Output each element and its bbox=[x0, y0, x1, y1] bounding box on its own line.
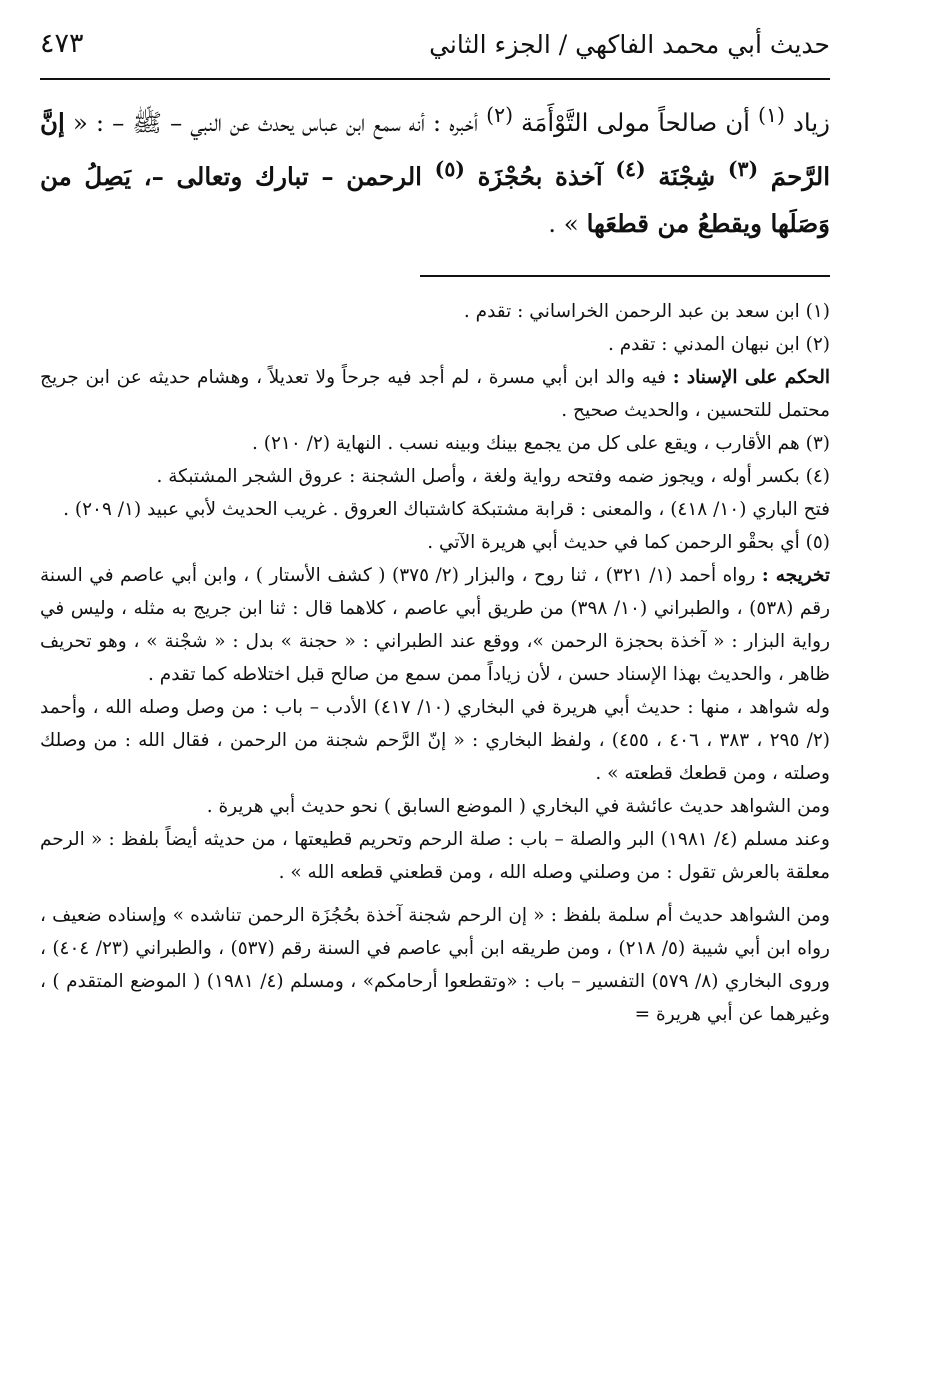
footnote-number: (١) bbox=[805, 301, 830, 323]
takhrij-text: رواه أحمد (١/ ٣٢١) ، ثنا روح ، والبزار (٢/ ٣٧٥) ( كشف الأستار ) ، وابن أبي عاصم في السنة رقم (٥٣٨) ، والطبراني (١٠/ ٣٩٨) من طريق أبي عاصم ، كلاهما قال : ثنا ابن جريج به مثله ، وليس في رواية البزار : « آخذة بحجزة الرحمن »، ووقع عند الطبراني : « حجنة » بدل : « شجْنة » ، وهو تحريف ظاهر ، والحديث بهذا الإسناد حسن ، لأن زياداً ممن سمع من صالح قبل اختلاطه كما تقدم . bbox=[40, 565, 830, 686]
hadith-part: زياد bbox=[784, 108, 830, 138]
footnote-number: (٥) bbox=[805, 532, 830, 554]
paragraph-gap bbox=[40, 889, 830, 899]
footnotes bbox=[40, 295, 830, 1031]
footnote-2 bbox=[40, 328, 830, 361]
footnote-text: أي بحقْو الرحمن كما في حديث أبي هريرة الآتي . bbox=[427, 532, 800, 554]
hadith-matn: آخذة بحُجْزَة bbox=[464, 162, 616, 192]
aisha-paragraph: ومن الشواهد حديث عائشة في البخاري ( الموضع السابق ) نحو حديث أبي هريرة . bbox=[206, 796, 830, 818]
footnote-ref: (١) bbox=[758, 103, 785, 127]
footnote-number: (٢) bbox=[805, 334, 830, 356]
footnote-ref: (٤) bbox=[615, 157, 646, 182]
footnote-1 bbox=[40, 295, 830, 328]
hadith-part: أن صالحاً مولى التَّوْأَمَة bbox=[513, 108, 759, 138]
isnad-ruling bbox=[40, 361, 830, 427]
hadith-matn: إنَّ الرَّحمَ bbox=[40, 108, 831, 192]
footnote-number: (٣) bbox=[805, 433, 830, 455]
muslim-paragraph: وعند مسلم (٤/ ١٩٨١) البر والصلة – باب : صلة الرحم وتحريم قطيعتها ، من حديثه أيضاً بلفظ : « الرحم معلقة بالعرش تقول : من وصلني وصله الله ، ومن قطعني قطعه الله » . bbox=[40, 829, 830, 884]
hadith-matn: شِجْنَة bbox=[645, 162, 728, 192]
footnote-ref: (٣) bbox=[727, 157, 759, 182]
umm-salama-paragraph: ومن الشواهد حديث أم سلمة بلفظ : « إن الرحم شجنة آخذة بحُجُزَة الرحمن تناشده » وإسناده ضعيف ، رواه ابن أبي شيبة (٥/ ٢١٨) ، ومن طريقه ابن أبي عاصم في السنة رقم (٥٣٧) ، والطبراني (٢٣/ ٤٠٤) ، وروى البخاري (٨/ ٥٧٩) التفسير – باب : «وتقطعوا أرحامكم» ، ومسلم (٤/ ١٩٨١) ( الموضع المتقدم ) ، وغيرهما عن أبي هريرة = bbox=[40, 905, 830, 1026]
footnote-3 bbox=[40, 427, 830, 460]
hadith-part: أخبره : أنه سمع ابن عباس يحدث عن النبي – ﷺ – : « bbox=[64, 108, 487, 138]
footnote-ref: (٢) bbox=[486, 103, 514, 127]
footnote-ref: (٥) bbox=[434, 157, 465, 182]
footnote-text: ابن نبهان المدني : تقدم . bbox=[607, 334, 800, 356]
footnote-4 bbox=[40, 460, 830, 493]
footnote-number: (٤) bbox=[805, 466, 830, 488]
hadith-part: » . bbox=[548, 209, 587, 239]
hadith-matn: الرحمن – تبارك وتعالى –، يَصِلُ من وَصَلَها ويقطعُ من قطعَها bbox=[40, 162, 830, 239]
footnote-divider bbox=[420, 275, 830, 277]
shawahid-paragraph: وله شواهد ، منها : حديث أبي هريرة في البخاري (١٠/ ٤١٧) الأدب – باب : من وصل وصله الله ، وأحمد (٢/ ٢٩٥ ، ٣٨٣ ، ٤٠٦ ، ٤٥٥) ، ولفظ البخاري : « إنّ الرَّحم شجنة من الرحمن ، فقال الله : من وصلك وصلته ، ومن قطعك قطعته » . bbox=[40, 697, 830, 785]
page-number: ٤٧٣ bbox=[40, 28, 84, 59]
takhrij-label: تخريجه : bbox=[761, 565, 831, 587]
isnad-ruling-text: فيه والد ابن أبي مسرة ، لم أجد فيه جرحاً ولا تعديلاً ، وهشام حديثه عن ابن جريج محتمل للتحسين ، والحديث صحيح . bbox=[40, 367, 830, 422]
takhrij bbox=[40, 559, 830, 691]
page bbox=[40, 18, 830, 1031]
footnote-4-continued: فتح الباري (١٠/ ٤١٨) ، والمعنى : قرابة مشتبكة كاشتباك العروق . غريب الحديث لأبي عبيد (١/ ٢٠٩) . bbox=[63, 499, 830, 521]
page-header bbox=[40, 18, 830, 80]
running-title: حديث أبي محمد الفاكهي / الجزء الثاني bbox=[429, 30, 830, 59]
footnote-text: بكسر أوله ، ويجوز ضمه وفتحه رواية ولغة ، وأصل الشجنة : عروق الشجر المشتبكة . bbox=[156, 466, 800, 488]
footnote-text: هم الأقارب ، ويقع على كل من يجمع بينك وبينه نسب . النهاية (٢/ ٢١٠) . bbox=[251, 433, 800, 455]
footnote-5 bbox=[40, 526, 830, 559]
hadith-text bbox=[40, 92, 830, 247]
isnad-ruling-label: الحكم على الإسناد : bbox=[672, 367, 831, 389]
footnote-text: ابن سعد بن عبد الرحمن الخراساني : تقدم . bbox=[463, 301, 800, 323]
